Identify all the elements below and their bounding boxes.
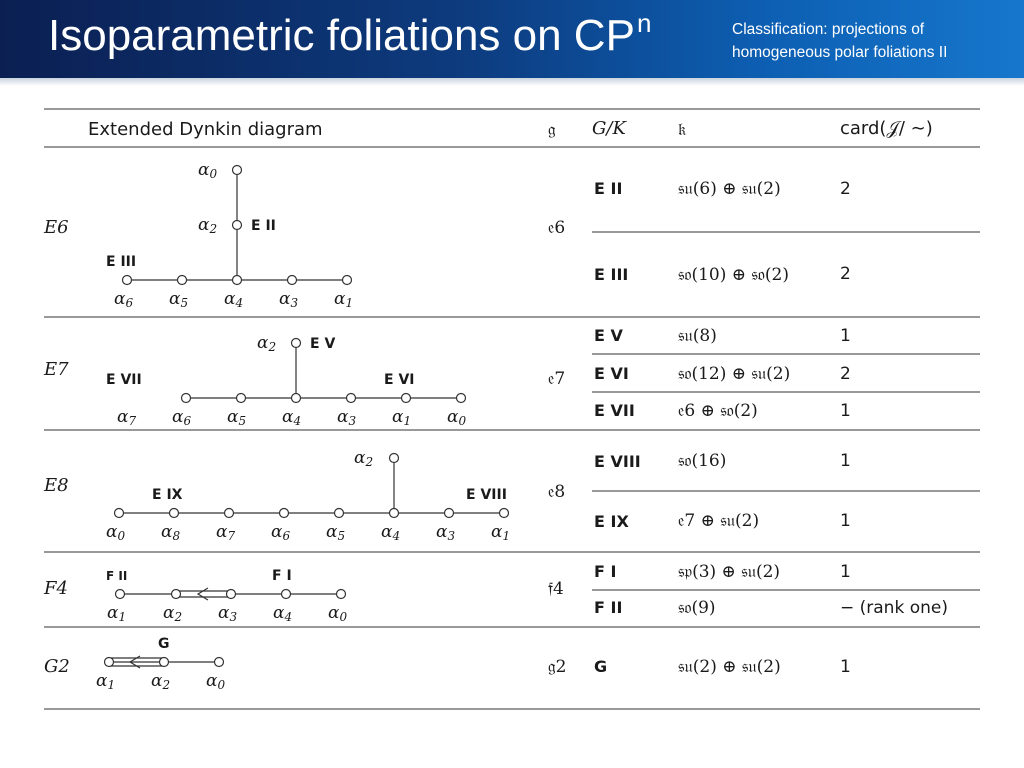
e8-node-a8: [170, 509, 179, 518]
k-EV: 𝔰𝔲(8): [678, 326, 717, 346]
card-EVII: 1: [840, 401, 851, 421]
k-EIII: 𝔰𝔬(10) ⊕ 𝔰𝔬(2): [678, 265, 789, 285]
k-EIX: 𝔢7 ⊕ 𝔰𝔲(2): [678, 511, 760, 531]
label-F4: F4: [44, 578, 68, 599]
header-diagram: Extended Dynkin diagram: [88, 119, 323, 140]
e6-node-a0: [233, 166, 242, 175]
title-superscript: n: [636, 8, 652, 38]
f4-node-a4: [282, 590, 291, 599]
e8-node-a1: [500, 509, 509, 518]
e7-label-a2: α2: [257, 333, 277, 354]
e6-node-a6: [123, 276, 132, 285]
dynkin-G2: [96, 636, 225, 692]
subtitle-line-1: Classification: projections of: [732, 21, 925, 38]
k-EVIII: 𝔰𝔬(16): [678, 451, 727, 471]
f4-label-a2: α2: [163, 603, 183, 624]
g2-node-a0: [215, 658, 224, 667]
gk-EVI: E VI: [594, 364, 629, 383]
dynkin-E8: [106, 448, 510, 543]
g2-label-a0: α0: [206, 671, 226, 692]
e8-node-a7: [225, 509, 234, 518]
e8-label-a7: α7: [216, 522, 236, 543]
f4-label-a4: α4: [273, 603, 293, 624]
e7-mark-EVI: E VI: [384, 372, 415, 388]
e6-label-a3: α3: [279, 289, 299, 310]
g2-node-a2: [160, 658, 169, 667]
e6-label-a0: α0: [198, 160, 218, 181]
g-e8: 𝔢8: [548, 482, 566, 502]
gk-EVIII: E VIII: [594, 452, 641, 471]
e8-mark-EVIII: E VIII: [466, 487, 507, 503]
g-g2: 𝔤2: [548, 657, 567, 677]
g-e6: 𝔢6: [548, 218, 566, 238]
gk-EII: E II: [594, 179, 623, 198]
f4-node-a0: [337, 590, 346, 599]
e8-label-a3: α3: [436, 522, 456, 543]
f4-node-a2: [172, 590, 181, 599]
e8-node-a2: [390, 454, 399, 463]
card-EVIII: 1: [840, 451, 851, 471]
f4-label-a3: α3: [218, 603, 238, 624]
k-G: 𝔰𝔲(2) ⊕ 𝔰𝔲(2): [678, 657, 781, 677]
e8-node-a4: [390, 509, 399, 518]
e8-node-a5: [335, 509, 344, 518]
card-EVI: 2: [840, 364, 851, 384]
e7-mark-EV: E V: [310, 336, 336, 352]
subtitle-line-2: homogeneous polar foliations II: [732, 44, 948, 61]
f4-mark-FI: F I: [272, 568, 292, 584]
f4-label-a0: α0: [328, 603, 348, 624]
k-EII: 𝔰𝔲(6) ⊕ 𝔰𝔲(2): [678, 179, 781, 199]
e7-label-a5: α5: [227, 407, 247, 428]
e6-node-a5: [178, 276, 187, 285]
e7-node-a3: [402, 394, 411, 403]
card-EII: 2: [840, 179, 851, 199]
k-FI: 𝔰𝔭(3) ⊕ 𝔰𝔲(2): [678, 562, 781, 582]
e8-label-a6: α6: [271, 522, 291, 543]
e7-label-a7: α7: [117, 407, 137, 428]
e8-node-a3: [445, 509, 454, 518]
header-g: 𝔤: [548, 120, 556, 140]
e7-node-a6: [237, 394, 246, 403]
g2-label-a1: α1: [96, 671, 116, 692]
label-G2: G2: [44, 656, 70, 677]
f4-label-a1: α1: [107, 603, 127, 624]
gk-G: G: [594, 657, 608, 676]
g-f4: 𝔣4: [548, 579, 564, 599]
gk-EVII: E VII: [594, 401, 635, 420]
e8-mark-EIX: E IX: [152, 487, 183, 503]
e6-mark-EIII: E III: [106, 254, 137, 270]
g2-label-a2: α2: [151, 671, 171, 692]
k-EVI: 𝔰𝔬(12) ⊕ 𝔰𝔲(2): [678, 364, 791, 384]
label-E6: E6: [44, 217, 69, 238]
e7-label-a3: α3: [337, 407, 357, 428]
e7-node-a2: [292, 339, 301, 348]
e7-node-a1: [457, 394, 466, 403]
header-gk: G/K: [592, 118, 626, 139]
e7-node-a5: [292, 394, 301, 403]
e8-label-a1: α1: [491, 522, 511, 543]
k-EVII: 𝔢6 ⊕ 𝔰𝔬(2): [678, 401, 758, 421]
f4-node-a3: [227, 590, 236, 599]
e7-label-a1: α1: [392, 407, 412, 428]
card-FI: 1: [840, 562, 851, 582]
gk-EIX: E IX: [594, 512, 629, 531]
card-EIX: 1: [840, 511, 851, 531]
card-EIII: 2: [840, 264, 851, 284]
e7-mark-EVII: E VII: [106, 372, 142, 388]
e6-label-a5: α5: [169, 289, 189, 310]
k-FII: 𝔰𝔬(9): [678, 598, 716, 618]
e7-label-a0: α0: [447, 407, 467, 428]
e6-label-a4: α4: [224, 289, 244, 310]
e8-label-a4: α4: [381, 522, 401, 543]
e8-node-a6: [280, 509, 289, 518]
dynkin-E7: [106, 333, 466, 428]
e8-label-a0: α0: [106, 522, 126, 543]
e6-label-a1: α1: [334, 289, 354, 310]
f4-mark-FII: F II: [106, 569, 128, 583]
g-e7: 𝔢7: [548, 369, 566, 389]
label-E8: E8: [44, 475, 69, 496]
dynkin-E6: [106, 160, 353, 310]
g2-mark-G: G: [158, 636, 170, 652]
header-card: card(𝒥/ ∼): [840, 118, 933, 139]
gk-FII: F II: [594, 598, 623, 617]
g2-node-a1: [105, 658, 114, 667]
dynkin-F4: [106, 568, 347, 624]
e8-label-a8: α8: [161, 522, 181, 543]
header-k: 𝔨: [678, 120, 687, 140]
e7-label-a4: α4: [282, 407, 302, 428]
card-EV: 1: [840, 326, 851, 346]
e6-node-a2: [233, 221, 242, 230]
e6-node-a3: [288, 276, 297, 285]
card-FII: − (rank one): [840, 598, 948, 618]
e8-label-a5: α5: [326, 522, 346, 543]
gk-EV: E V: [594, 326, 623, 345]
gk-EIII: E III: [594, 265, 629, 284]
e6-node-a4: [233, 276, 242, 285]
gk-FI: F I: [594, 562, 617, 581]
e7-node-a4: [347, 394, 356, 403]
e8-label-a2: α2: [354, 448, 374, 469]
slide-title: Isoparametric foliations on $CP^n$: [48, 8, 652, 60]
label-E7: E7: [44, 359, 69, 380]
e6-label-a2: α2: [198, 215, 218, 236]
e6-node-a1: [343, 276, 352, 285]
e8-node-a0: [115, 509, 124, 518]
e7-node-a7: [182, 394, 191, 403]
e6-label-a6: α6: [114, 289, 134, 310]
e7-label-a6: α6: [172, 407, 192, 428]
card-G: 1: [840, 657, 851, 677]
f4-node-a1: [116, 590, 125, 599]
e6-mark-EII: E II: [251, 218, 276, 234]
